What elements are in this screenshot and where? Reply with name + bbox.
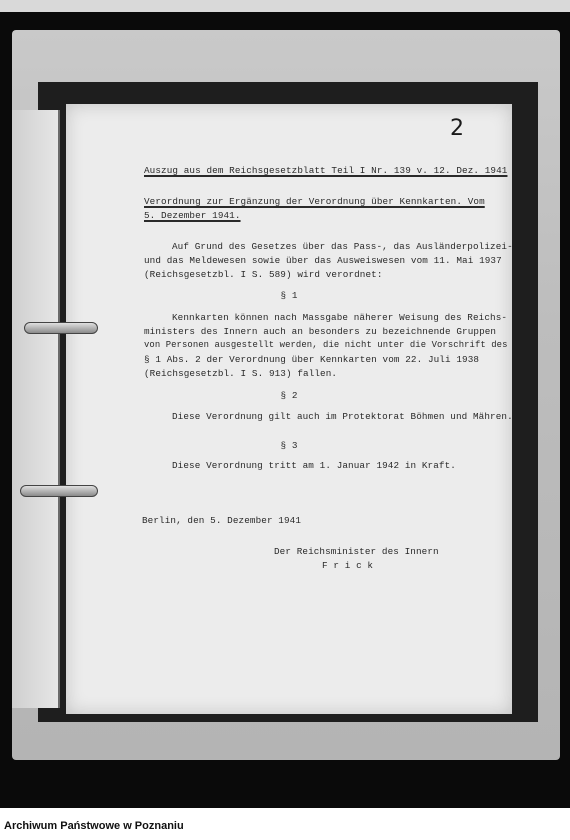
intro-line-1: Auf Grund des Gesetzes über das Pass-, das Ausländerpolizei- — [172, 241, 513, 252]
section-2-heading: § 2 — [280, 390, 298, 401]
intro-line-2: und das Meldewesen sowie über das Ausweiswesen vom 11. Mai 1937 — [144, 255, 502, 266]
place-and-date: Berlin, den 5. Dezember 1941 — [142, 515, 302, 526]
intro-line-3: (Reichsgesetzbl. I S. 589) wird verordnet: — [144, 269, 383, 280]
binder-ring-upper — [24, 322, 98, 334]
section-3-text: Diese Verordnung tritt am 1. Januar 1942 in Kraft. — [172, 460, 456, 471]
title-line-2: 5. Dezember 1941. — [144, 210, 241, 221]
title-line-1: Verordnung zur Ergänzung der Verordnung über Kennkarten. Vom — [144, 196, 485, 207]
section-1-line-2: ministers des Innern auch an besonders zu bezeichnende Gruppen — [144, 326, 497, 337]
signature-office: Der Reichsminister des Innern — [274, 546, 439, 557]
document-page — [66, 104, 512, 714]
section-1-line-1: Kennkarten können nach Massgabe näherer Weisung des Reichs- — [172, 312, 508, 323]
section-1-heading: § 1 — [280, 290, 298, 301]
top-strip — [0, 0, 570, 12]
section-2-text: Diese Verordnung gilt auch im Protektorat Böhmen und Mähren. — [172, 411, 513, 422]
binder-ring-lower — [20, 485, 98, 497]
page-number: 2 — [450, 116, 464, 141]
archive-credit: Archiwum Państwowe w Poznaniu — [4, 820, 184, 832]
section-3-heading: § 3 — [280, 440, 298, 451]
section-1-line-4: § 1 Abs. 2 der Verordnung über Kennkarten vom 22. Juli 1938 — [144, 354, 480, 365]
signature-name: F r i c k — [322, 560, 374, 571]
section-1-line-5: (Reichsgesetzbl. I S. 913) fallen. — [144, 368, 338, 379]
document-header: Auszug aus dem Reichsgesetzblatt Teil I Nr. 139 v. 12. Dez. 1941 — [144, 165, 508, 176]
binder-spine-page — [12, 110, 60, 708]
section-1-line-3: von Personen ausgestellt werden, die nicht unter die Vorschrift des — [144, 340, 508, 350]
